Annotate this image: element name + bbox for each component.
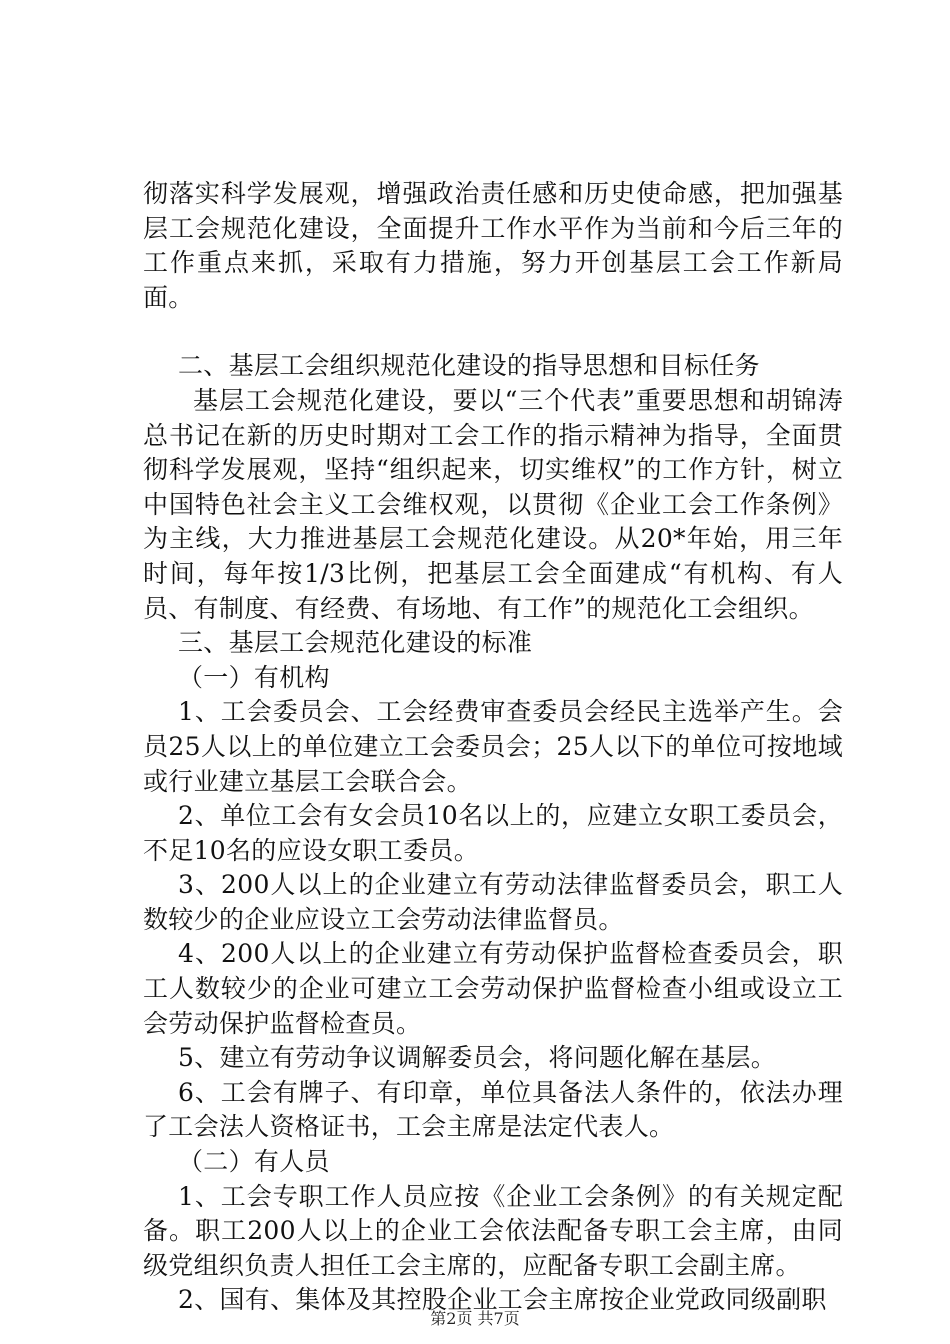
document-body (143, 177, 843, 1318)
section-heading-3: 三、基层工会规范化建设的标准 (178, 628, 533, 658)
list-item-personnel-1: 1、工会专职工作人员应按《企业工会条例》的有关规定配备。职工200人以上的企业工会依法配备专职工会主席，由同级党组织负责人担任工会主席的，应配备专职工会副主席。 (143, 1181, 843, 1280)
list-item-org-6: 6、工会有牌子、有印章，单位具备法人条件的，依法办理了工会法人资格证书，工会主席是法定代表人。 (143, 1077, 843, 1142)
list-item-personnel-2: 2、国有、集体及其控股企业工会主席按企业党政同级副职 (178, 1285, 827, 1315)
list-item-org-3: 3、200人以上的企业建立有劳动法律监督委员会，职工人数较少的企业应设立工会劳动法律监督员。 (143, 870, 843, 934)
subsection-heading-organization: （一）有机构 (178, 662, 330, 692)
subsection-heading-personnel: （二）有人员 (178, 1147, 330, 1177)
paragraph-guiding-thought: 基层工会规范化建设，要以“三个代表”重要思想和胡锦涛总书记在新的历史时期对工会工作的指示精神为指导，全面贯彻科学发展观，坚持“组织起来，切实维权”的工作方针，树立中国特色社会主义工会维权观，以贯彻《企业工会工作条例》为主线，大力推进基层工会规范化建设。从20*年始，用三年时间，每年按1/3比例，把基层工会全面建成“有机构、有人员、有制度、有经费、有场地、有工作”的规范化工会组织。 (143, 385, 843, 623)
page-footer: 第2页 共7页 (430, 1309, 520, 1328)
list-item-org-5: 5、建立有劳动争议调解委员会，将问题化解在基层。 (178, 1043, 777, 1073)
list-item-org-1: 1、工会委员会、工会经费审查委员会经民主选举产生。会员25人以上的单位建立工会委员会；25人以下的单位可按地域或行业建立基层工会联合会。 (143, 697, 843, 796)
list-item-org-2: 2、单位工会有女会员10名以上的，应建立女职工委员会，不足10名的应设女职工委员。 (143, 801, 843, 865)
paragraph-continuation: 彻落实科学发展观，增强政治责任感和历史使命感，把加强基层工会规范化建设，全面提升工作水平作为当前和今后三年的工作重点来抓，采取有力措施，努力开创基层工会工作新局面。 (143, 179, 843, 312)
list-item-org-4: 4、200人以上的企业建立有劳动保护监督检查委员会，职工人数较少的企业可建立工会劳动保护监督检查小组或设立工会劳动保护监督检查员。 (143, 939, 843, 1038)
section-heading-2: 二、基层工会组织规范化建设的指导思想和目标任务 (178, 351, 760, 381)
